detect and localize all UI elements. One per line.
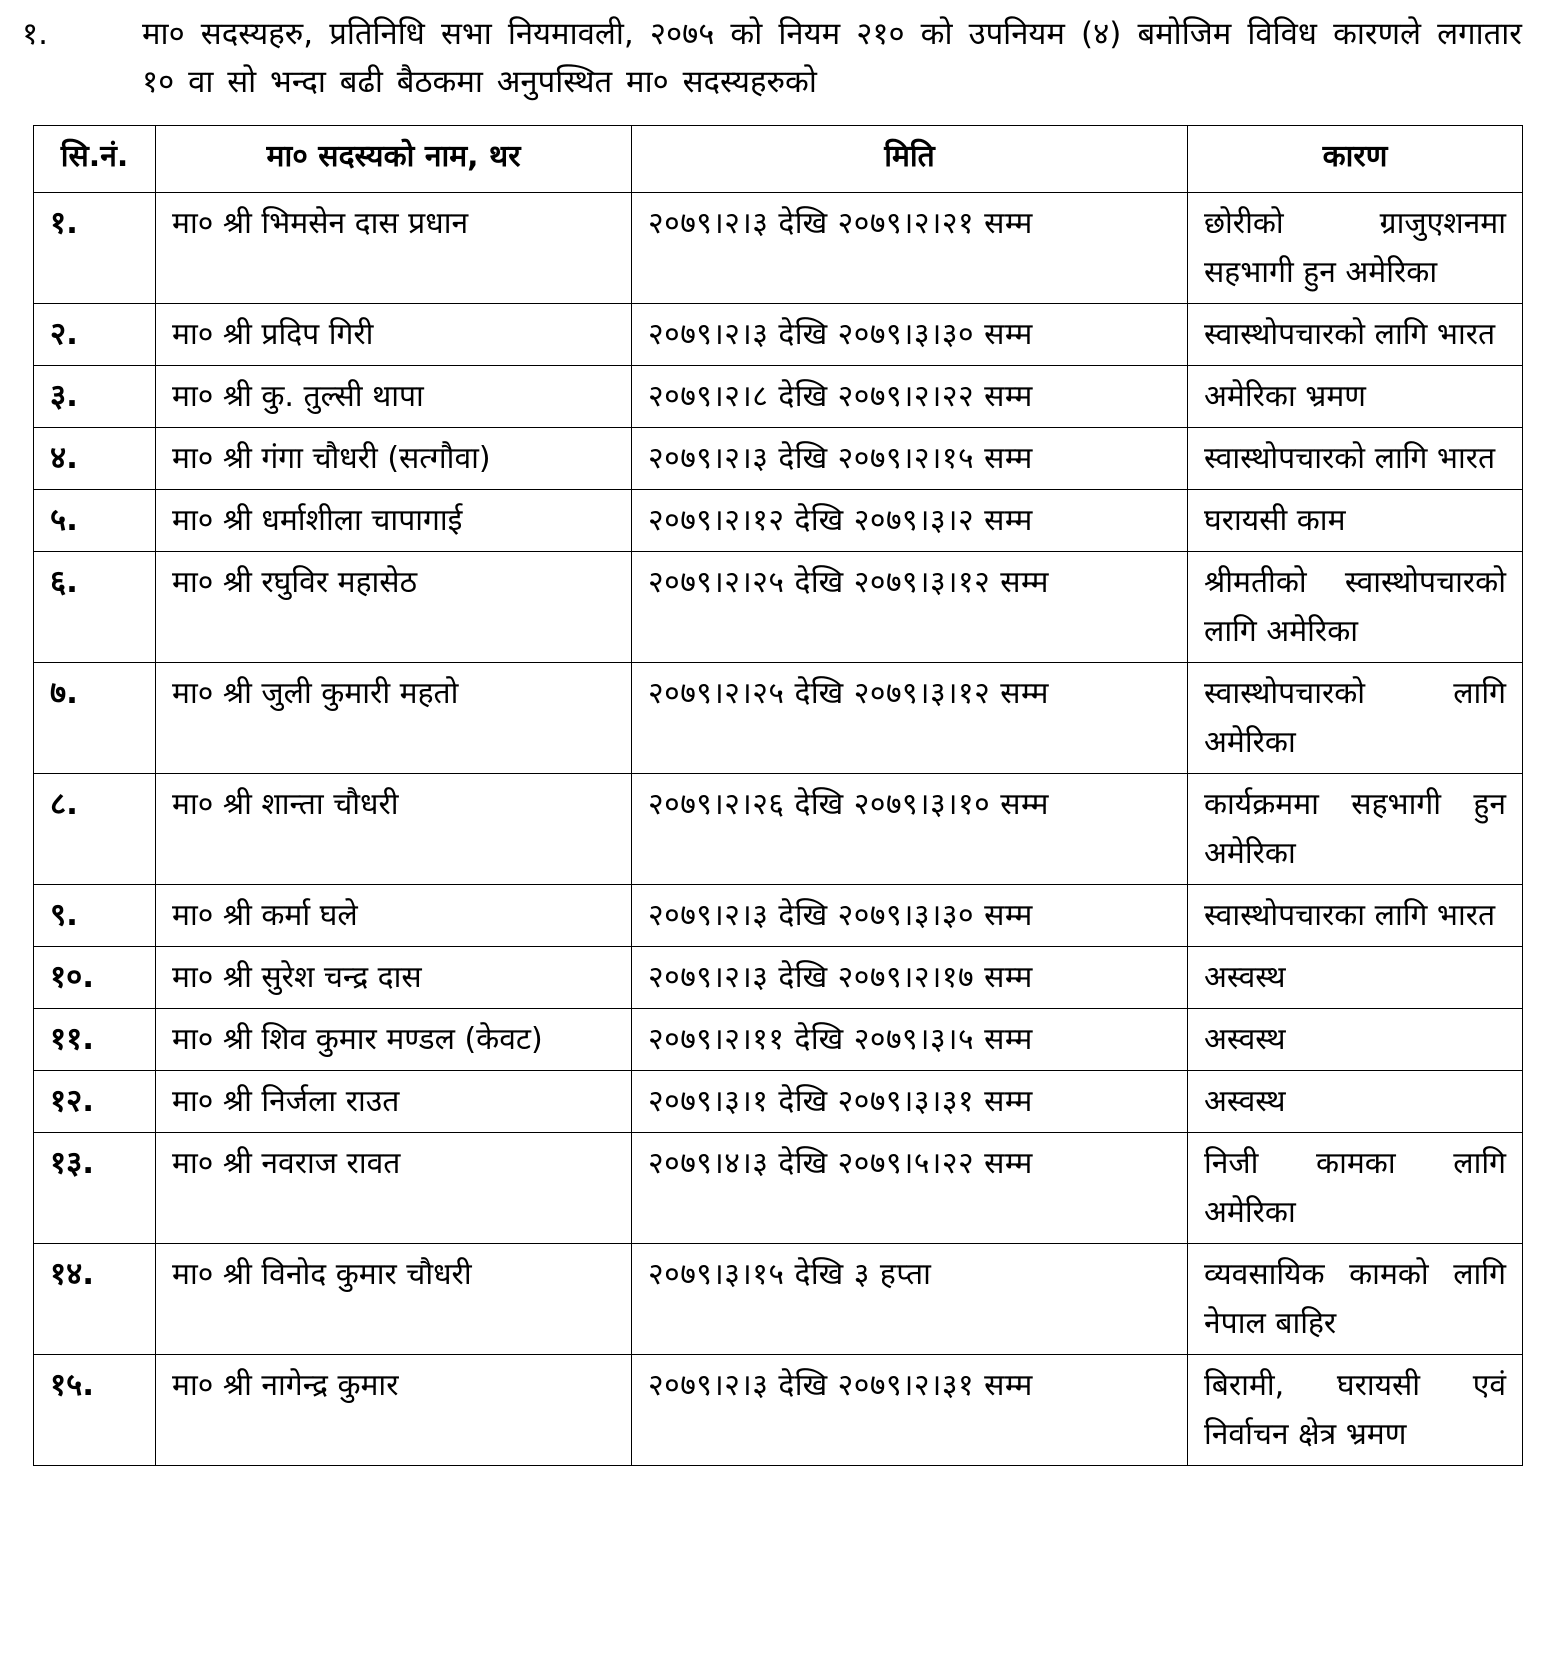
- intro-text: मा० सदस्यहरु, प्रतिनिधि सभा नियमावली, २०७५ को नियम २१० को उपनियम (४) बमोजिम विविध कारणले लगातार १० वा सो भन्दा बढी बैठकमा अनुपस्थित मा० सदस्यहरुको: [142, 16, 1522, 100]
- cell-sn: १.: [34, 193, 156, 304]
- cell-date: २०७९।२।३ देखि २०७९।२।३१ सम्म: [632, 1355, 1188, 1466]
- cell-name: मा० श्री धर्माशीला चापागाई: [156, 490, 632, 552]
- cell-reason: स्वास्थोपचारको लागि भारत: [1188, 304, 1523, 366]
- cell-reason: स्वास्थोपचारको लागि अमेरिका: [1188, 663, 1523, 774]
- cell-date: २०७९।३।१५ देखि ३ हप्ता: [632, 1244, 1188, 1355]
- cell-date: २०७९।२।२६ देखि २०७९।३।१० सम्म: [632, 774, 1188, 885]
- cell-reason: अमेरिका भ्रमण: [1188, 366, 1523, 428]
- header-date: मिति: [632, 126, 1188, 193]
- cell-name: मा० श्री रघुविर महासेठ: [156, 552, 632, 663]
- cell-sn: ५.: [34, 490, 156, 552]
- cell-reason: अस्वस्थ: [1188, 1009, 1523, 1071]
- cell-sn: ७.: [34, 663, 156, 774]
- header-name: मा० सदस्यको नाम, थर: [156, 126, 632, 193]
- cell-name: मा० श्री शान्ता चौधरी: [156, 774, 632, 885]
- cell-name: मा० श्री जुली कुमारी महतो: [156, 663, 632, 774]
- table-row: [34, 366, 1523, 428]
- table-row: [34, 1355, 1523, 1466]
- cell-reason: बिरामी, घरायसी एवं निर्वाचन क्षेत्र भ्रमण: [1188, 1355, 1523, 1466]
- cell-sn: ९.: [34, 885, 156, 947]
- table-header-row: [34, 126, 1523, 193]
- cell-date: २०७९।२।३ देखि २०७९।२।१७ सम्म: [632, 947, 1188, 1009]
- cell-date: २०७९।२।११ देखि २०७९।३।५ सम्म: [632, 1009, 1188, 1071]
- intro-paragraph: [22, 10, 1522, 106]
- header-sn: सि.नं.: [34, 126, 156, 193]
- cell-sn: ६.: [34, 552, 156, 663]
- cell-sn: ११.: [34, 1009, 156, 1071]
- table-row: [34, 1133, 1523, 1244]
- cell-reason: घरायसी काम: [1188, 490, 1523, 552]
- cell-sn: २.: [34, 304, 156, 366]
- cell-date: २०७९।२।२५ देखि २०७९।३।१२ सम्म: [632, 663, 1188, 774]
- cell-reason: व्यवसायिक कामको लागि नेपाल बाहिर: [1188, 1244, 1523, 1355]
- cell-date: २०७९।२।२५ देखि २०७९।३।१२ सम्म: [632, 552, 1188, 663]
- cell-name: मा० श्री नागेन्द्र कुमार: [156, 1355, 632, 1466]
- table-row: [34, 552, 1523, 663]
- cell-name: मा० श्री कु. तुल्सी थापा: [156, 366, 632, 428]
- cell-sn: ४.: [34, 428, 156, 490]
- cell-name: मा० श्री गंगा चौधरी (सत्गौवा): [156, 428, 632, 490]
- cell-date: २०७९।२।३ देखि २०७९।३।३० सम्म: [632, 885, 1188, 947]
- cell-sn: ३.: [34, 366, 156, 428]
- table-row: [34, 1009, 1523, 1071]
- cell-reason: कार्यक्रममा सहभागी हुन अमेरिका: [1188, 774, 1523, 885]
- cell-sn: १०.: [34, 947, 156, 1009]
- cell-name: मा० श्री नवराज रावत: [156, 1133, 632, 1244]
- table-body: [34, 193, 1523, 1466]
- table-row: [34, 428, 1523, 490]
- header-reason: कारण: [1188, 126, 1523, 193]
- table-row: [34, 490, 1523, 552]
- cell-reason: स्वास्थोपचारका लागि भारत: [1188, 885, 1523, 947]
- cell-name: मा० श्री निर्जला राउत: [156, 1071, 632, 1133]
- cell-date: २०७९।२।३ देखि २०७९।३।३० सम्म: [632, 304, 1188, 366]
- table-row: [34, 947, 1523, 1009]
- cell-reason: स्वास्थोपचारको लागि भारत: [1188, 428, 1523, 490]
- intro-number: १.: [22, 16, 48, 52]
- absence-table: [33, 125, 1523, 1466]
- cell-name: मा० श्री सुरेश चन्द्र दास: [156, 947, 632, 1009]
- table-row: [34, 663, 1523, 774]
- cell-name: मा० श्री प्रदिप गिरी: [156, 304, 632, 366]
- cell-sn: १५.: [34, 1355, 156, 1466]
- cell-name: मा० श्री शिव कुमार मण्डल (केवट): [156, 1009, 632, 1071]
- table-row: [34, 193, 1523, 304]
- table-row: [34, 885, 1523, 947]
- cell-name: मा० श्री भिमसेन दास प्रधान: [156, 193, 632, 304]
- cell-reason: अस्वस्थ: [1188, 947, 1523, 1009]
- cell-date: २०७९।२।१२ देखि २०७९।३।२ सम्म: [632, 490, 1188, 552]
- cell-date: २०७९।३।१ देखि २०७९।३।३१ सम्म: [632, 1071, 1188, 1133]
- cell-name: मा० श्री कर्मा घले: [156, 885, 632, 947]
- cell-sn: १३.: [34, 1133, 156, 1244]
- cell-reason: निजी कामका लागि अमेरिका: [1188, 1133, 1523, 1244]
- cell-date: २०७९।२।३ देखि २०७९।२।१५ सम्म: [632, 428, 1188, 490]
- table-row: [34, 1244, 1523, 1355]
- cell-sn: १४.: [34, 1244, 156, 1355]
- cell-reason: अस्वस्थ: [1188, 1071, 1523, 1133]
- cell-reason: श्रीमतीको स्वास्थोपचारको लागि अमेरिका: [1188, 552, 1523, 663]
- cell-reason: छोरीको ग्राजुएशनमा सहभागी हुन अमेरिका: [1188, 193, 1523, 304]
- cell-date: २०७९।४।३ देखि २०७९।५।२२ सम्म: [632, 1133, 1188, 1244]
- table-row: [34, 774, 1523, 885]
- table-row: [34, 304, 1523, 366]
- cell-date: २०७९।२।३ देखि २०७९।२।२१ सम्म: [632, 193, 1188, 304]
- cell-name: मा० श्री विनोद कुमार चौधरी: [156, 1244, 632, 1355]
- table-row: [34, 1071, 1523, 1133]
- cell-sn: ८.: [34, 774, 156, 885]
- cell-sn: १२.: [34, 1071, 156, 1133]
- cell-date: २०७९।२।८ देखि २०७९।२।२२ सम्म: [632, 366, 1188, 428]
